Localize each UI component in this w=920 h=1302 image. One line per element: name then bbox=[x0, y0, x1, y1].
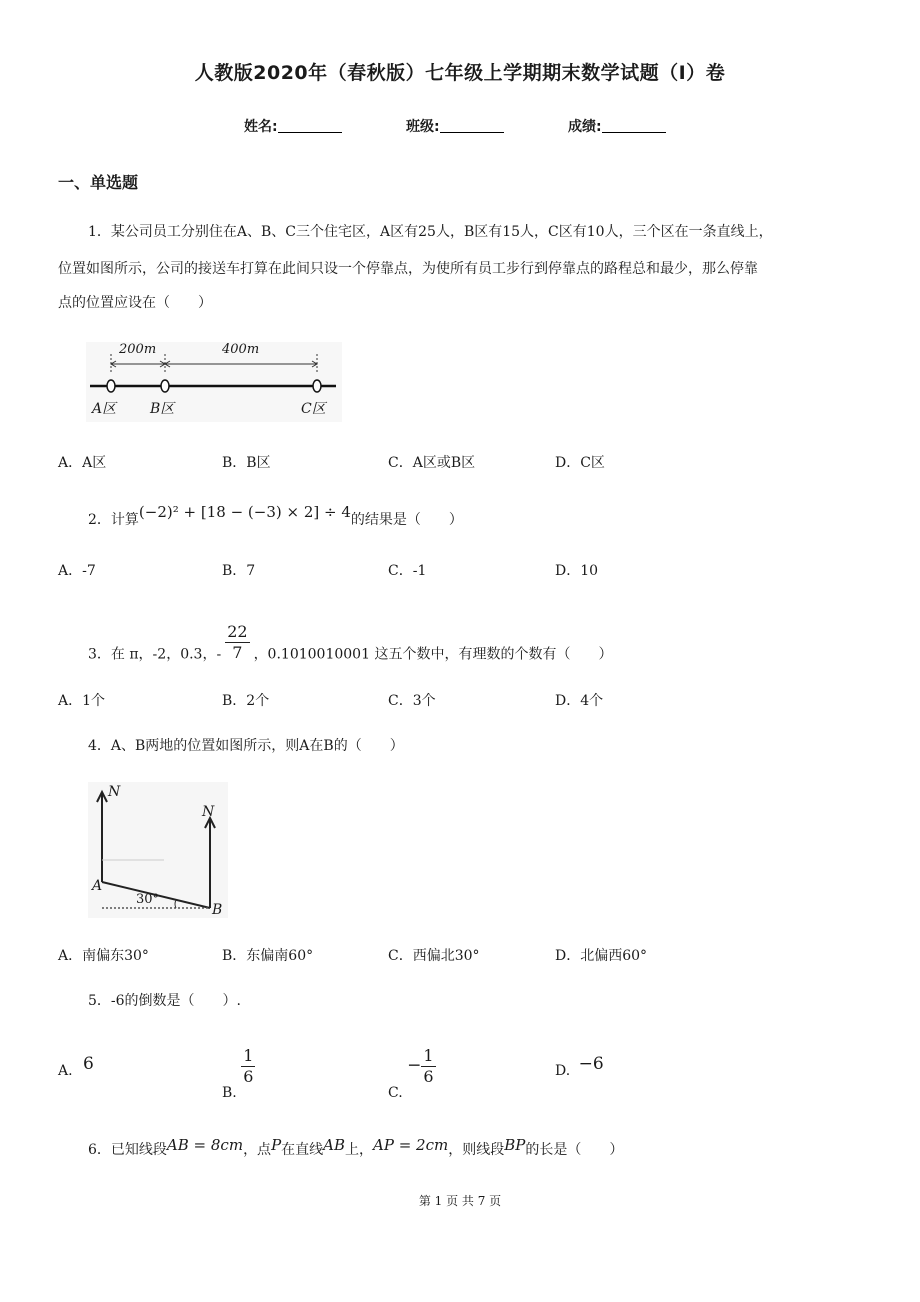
q2-line bbox=[88, 504, 463, 535]
dist-ab: 200m bbox=[119, 342, 157, 357]
point-a bbox=[107, 380, 115, 392]
score-field bbox=[568, 116, 666, 136]
q5-option-c-sign: − bbox=[407, 1055, 422, 1076]
q2-option-c[interactable]: C．-1 bbox=[388, 563, 427, 579]
class-label: 班级: bbox=[406, 119, 440, 135]
q4-option-b[interactable]: B．东偏南60° bbox=[222, 948, 314, 964]
q5-option-c-label: C. bbox=[388, 1084, 403, 1101]
north-label-b: N bbox=[202, 804, 215, 820]
q5-option-b-num: 1 bbox=[243, 1046, 254, 1065]
class-field bbox=[406, 116, 504, 136]
q3-option-d[interactable]: D．4个 bbox=[555, 693, 604, 709]
score-blank bbox=[602, 118, 666, 133]
dist-bc: 400m bbox=[222, 342, 260, 357]
q3-option-c[interactable]: C．3个 bbox=[388, 693, 436, 709]
q3-suffix: ，0.1010010001 这五个数中，有理数的个数有（ ） bbox=[253, 646, 613, 663]
q3-option-a[interactable]: A．1个 bbox=[58, 693, 106, 709]
q2-prefix: 2．计算 bbox=[88, 512, 139, 528]
q5-option-c-num: 1 bbox=[423, 1046, 434, 1065]
q1-option-c[interactable]: C．A区或B区 bbox=[388, 455, 476, 471]
score-label: 成绩: bbox=[568, 119, 602, 135]
q5-option-d-value: −6 bbox=[578, 1054, 604, 1074]
q5-option-b-den: 6 bbox=[243, 1067, 254, 1086]
q2-suffix: 的结果是（ ） bbox=[350, 512, 463, 528]
q4-option-d[interactable]: D．北偏西60° bbox=[555, 948, 648, 964]
q6-line bbox=[88, 1134, 623, 1165]
q5-option-c-fraction bbox=[421, 1046, 435, 1087]
q3-prefix: 3．在 π，-2，0.3，- bbox=[88, 646, 222, 663]
page-title: 人教版2020年（春秋版）七年级上学期期末数学试题（I）卷 bbox=[194, 62, 726, 84]
q1-line3: 点的位置应设在（ ） bbox=[58, 295, 212, 311]
q3-fraction-num: 22 bbox=[227, 622, 248, 641]
label-c: C区 bbox=[301, 401, 326, 417]
q5-option-d[interactable] bbox=[555, 1054, 604, 1080]
q6-math-ab: AB = 8cm bbox=[166, 1136, 244, 1154]
point-label-b: B bbox=[212, 902, 223, 918]
q2-option-d[interactable]: D．10 bbox=[555, 563, 599, 579]
q5-option-b-label: B. bbox=[222, 1084, 237, 1101]
q6-part2: ，点 bbox=[243, 1142, 272, 1158]
q4-option-a[interactable]: A．南偏东30° bbox=[58, 948, 149, 964]
angle-label: 30° bbox=[136, 892, 160, 907]
q1-option-a[interactable]: A．A区 bbox=[58, 455, 107, 471]
label-b: B区 bbox=[150, 401, 175, 417]
q1-figure bbox=[86, 342, 342, 422]
point-c bbox=[313, 380, 321, 392]
page-footer: 第 1 页 共 7 页 bbox=[418, 1194, 502, 1208]
q6-math-ab-line: AB bbox=[323, 1136, 346, 1154]
point-label-a: A bbox=[92, 878, 103, 894]
q2-option-b[interactable]: B．7 bbox=[222, 563, 256, 579]
name-field bbox=[244, 116, 342, 136]
q6-part3: 在直线 bbox=[281, 1142, 324, 1158]
q5-option-a-label: A. bbox=[58, 1063, 73, 1079]
point-b bbox=[161, 380, 169, 392]
name-label: 姓名: bbox=[244, 119, 278, 135]
q2-option-a[interactable]: A．-7 bbox=[58, 563, 96, 579]
q5-option-b-fraction bbox=[241, 1046, 255, 1087]
q5-text: 5．-6的倒数是（ ）. bbox=[88, 993, 241, 1009]
q6-part4: 上， bbox=[345, 1142, 374, 1158]
q3-fraction bbox=[225, 622, 249, 663]
north-label-a: N bbox=[108, 784, 121, 800]
q6-part1: 6．已知线段 bbox=[88, 1142, 167, 1158]
q5-option-b[interactable] bbox=[222, 1046, 255, 1101]
q2-expression: (−2)² + [18 − (−3) × 2] ÷ 4 bbox=[138, 503, 351, 521]
q6-part6: 的长是（ ） bbox=[525, 1142, 624, 1158]
q4-option-c[interactable]: C．西偏北30° bbox=[388, 948, 480, 964]
q5-option-c[interactable] bbox=[388, 1046, 436, 1101]
q1-line1: 1．某公司员工分别住在A、B、C三个住宅区，A区有25人，B区有15人，C区有10人，三个区在一条直线上， bbox=[88, 224, 773, 240]
q6-part5: ，则线段 bbox=[448, 1142, 505, 1158]
q3-fraction-den: 7 bbox=[232, 643, 243, 662]
q1-option-b[interactable]: B．B区 bbox=[222, 455, 271, 471]
section-title: 一、单选题 bbox=[58, 173, 139, 192]
q6-math-p: P bbox=[271, 1136, 282, 1154]
q4-text: 4．A、B两地的位置如图所示，则A在B的（ ） bbox=[88, 738, 404, 754]
label-a: A区 bbox=[92, 401, 117, 417]
q1-line2: 位置如图所示，公司的接送车打算在此间只设一个停靠点，为使所有员工步行到停靠点的路程总和最少，那么停靠 bbox=[58, 261, 758, 277]
q5-option-d-label: D. bbox=[555, 1063, 571, 1079]
q6-math-bp: BP bbox=[504, 1136, 526, 1154]
name-blank bbox=[278, 118, 342, 133]
class-blank bbox=[440, 118, 504, 133]
q1-option-d[interactable]: D．C区 bbox=[555, 455, 605, 471]
q3-line bbox=[88, 622, 613, 675]
q5-option-a-value: 6 bbox=[83, 1054, 94, 1074]
q5-option-c-den: 6 bbox=[423, 1067, 434, 1086]
q6-math-ap: AP = 2cm bbox=[373, 1136, 449, 1154]
q3-option-b[interactable]: B．2个 bbox=[222, 693, 270, 709]
q4-figure bbox=[88, 782, 228, 918]
q5-option-a[interactable] bbox=[58, 1054, 94, 1080]
